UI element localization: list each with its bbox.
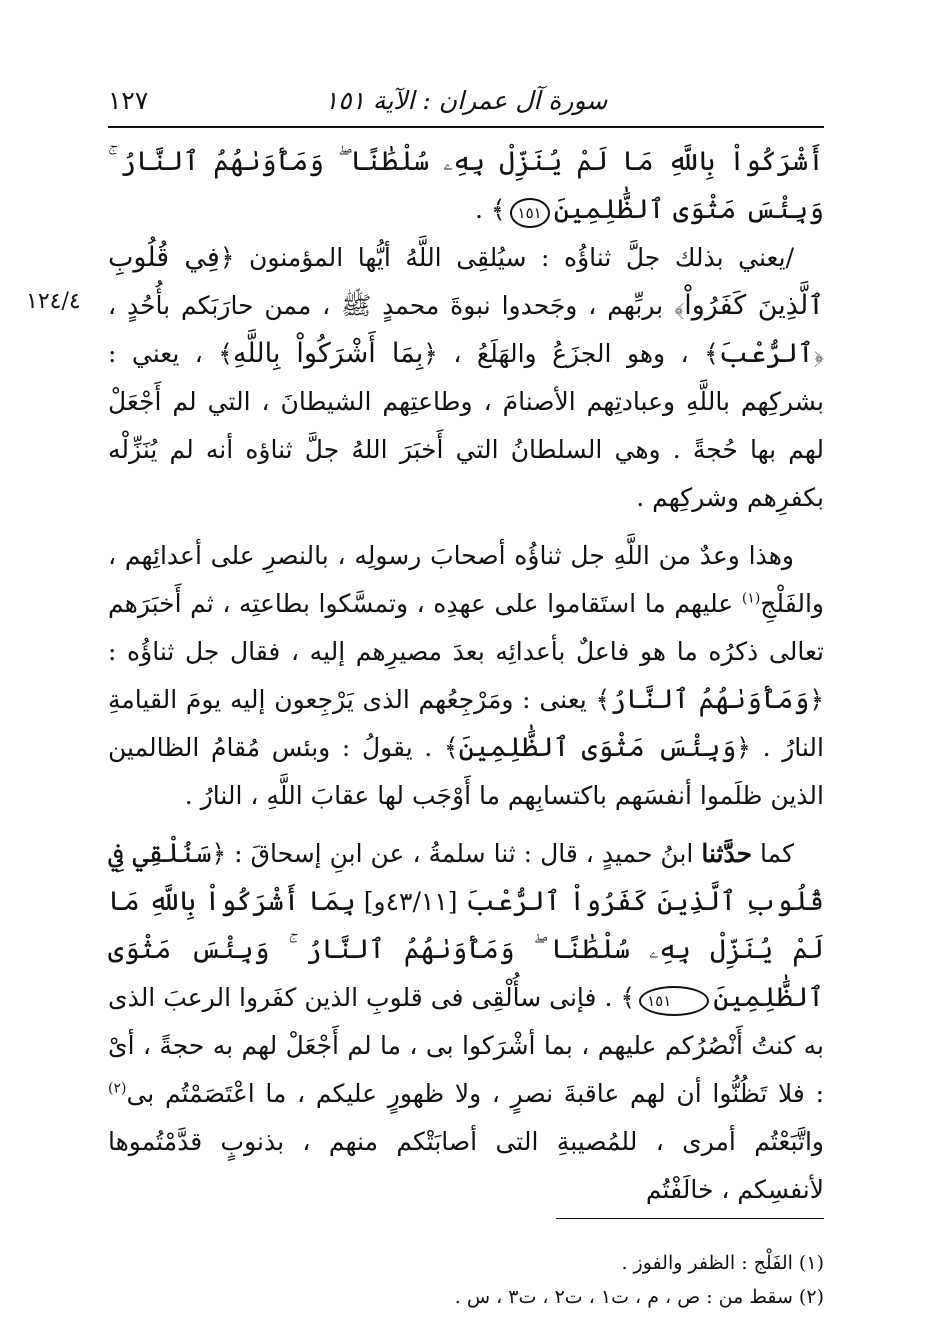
footnote-rule <box>556 1218 824 1219</box>
ayah-number-marker: ١٥١ <box>510 198 550 228</box>
text-segment: ﴾ ، يعني : بشركِهم باللَّهِ وعبادتِهم الأصنامَ ، وطاعتِهم الشيطانَ ، التي لم أَجْعَلْ لهم بها حُجةً . وهي السلطانُ التي أَخبَرَ اللهُ جلَّ ثناؤه أنه لم يُنَزِّلْه بكفرِهم وشركِهم . <box>108 339 824 512</box>
text-segment: كما <box>752 839 794 868</box>
text-segment: ﴾ بربِّهم ، وجَحدوا نبوةَ محمدٍ ﷺ ، ممن حارَبَكم بأُحُدٍ ، ﴿ <box>108 291 824 368</box>
margin-reference: ١٢٤/٤ <box>26 289 81 314</box>
quran-verse: وَمَأْوَىٰهُمُ ٱلنَّارُ <box>610 684 810 715</box>
text-segment: ابنُ حميدٍ ، قال : ثنا سلمةُ ، عن ابنِ إسحاقَ : ﴿ <box>211 839 702 868</box>
quran-verse: بِمَا أَشْرَكُواْ بِاللَّهِ <box>232 338 424 369</box>
quran-verse: وَبِئْسَ مَثْوَى ٱلظَّٰلِمِينَ <box>458 732 737 763</box>
bold-text: حدَّثنا <box>701 839 753 868</box>
quran-verse: بِمَا أَشْرَكُواْ بِاللَّهِ مَا لَمْ يُنَزِّلْ بِهِۦ سُلْطَٰنًا ۖ وَمَأْوَىٰهُمُ ٱلنَّارُ ۚ وَبِئْسَ مَثْوَى ٱلظَّٰلِمِينَ <box>108 886 824 1013</box>
text-segment: عليهم ما استَقاموا على عهدِه ، وتمسَّكوا بطاعتِه ، ثم أَخبَرَهم تعالى ذكرُه ما هو فاعلٌ بأعدائِه بعدَ مصيرِهم إليه ، فقال جل ثناؤُه : ﴿ <box>108 589 824 714</box>
quran-verse: أَشْرَكُواْ بِاللَّهِ مَا لَمْ يُنَزِّلْ بِهِۦ سُلْطَٰنًا ۖ وَمَأْوَىٰهُمُ ٱلنَّارُ ۚ وَبِئْسَ مَثْوَى ٱلظَّٰلِمِينَ <box>108 146 824 225</box>
footnotes <box>108 1246 824 1314</box>
text-segment: وهذا وعدٌ من اللَّهِ جل ثناؤُه أصحابَ رسولِه ، بالنصرِ على أعدائِهم ، والفَلْجِ <box>108 541 824 618</box>
text-segment: ﴾ ، وهو الجزَعُ والهَلَعُ ، ﴿ <box>423 339 719 368</box>
text-segment: ﴾ . يقولُ : وبئس مُقامُ الظالمين الذين ظلَموا أنفسَهم باكتسابِهم ما أَوْجَب لها عقابَ اللَّهِ ، النارُ . <box>108 733 824 810</box>
paragraph <box>108 830 824 1214</box>
header-rule <box>108 126 824 128</box>
text-segment: /يعني بذلك جلَّ ثناؤُه : سيُلقِى اللَّهُ أيُّها المؤمنون ﴿ <box>219 243 794 272</box>
paragraph <box>108 138 824 234</box>
footnote-1: (١) الفَلْج : الظفر والفوز . <box>621 1252 824 1274</box>
running-header <box>108 80 824 120</box>
main-text <box>108 138 824 1214</box>
paragraph <box>108 234 824 522</box>
running-title: سورة آل عمران : الآية ١٥١ <box>324 86 608 115</box>
text-segment: ﴾ . فإنى سأُلْقِى فى قلوبِ الذين كفَروا الرعبَ الذى به كنتُ أَنْصُرُكم عليهم ، بما أشْرَكوا بى ، ما لم أَجْعَلْ لهم به حجةً ، أىْ : فلا تَظُنُّوا أن لهم عاقبةَ نصرٍ ، ولا ظهورٍ عليكم ، ما اعْتَصَمْتُم بى <box>108 983 824 1108</box>
quran-verse: فِي قُلُوبِ ٱلَّذِينَ كَفَرُواْ <box>108 242 824 321</box>
text-segment: [٤٣/١١و] <box>355 887 466 916</box>
footnote-2: (٢) سقط من : ص ، م ، ت١ ، ت٢ ، ت٣ ، س . <box>454 1286 824 1308</box>
text-segment: واتَّبَعْتُم أمرى ، للمُصيبةِ التى أصابَتْكم منهم ، بذنوبٍ قدَّمْتُموها لأنفسِكم ، خالَفْتُم <box>108 1127 824 1204</box>
page-number: ١٢٧ <box>108 86 149 115</box>
footnote-marker: (٢) <box>108 1080 127 1097</box>
ayah-number-marker: ١٥١ <box>639 986 709 1016</box>
quran-verse: ٱلرُّعْبَ <box>718 338 814 369</box>
footnote-marker: (١) <box>741 590 761 607</box>
text-segment: ﴾ يعنى : ومَرْجِعُهم الذى يَرْجِعون إليه يومَ القيامةِ النارُ . ﴿ <box>108 685 824 762</box>
quran-verse: سَنُلْقِي فِي قُلُوبِ ٱلَّذِينَ كَفَرُواْ ٱلرُّعْبَ <box>108 838 825 917</box>
paragraph <box>108 532 824 820</box>
text-segment: ﴾ . <box>474 195 506 224</box>
